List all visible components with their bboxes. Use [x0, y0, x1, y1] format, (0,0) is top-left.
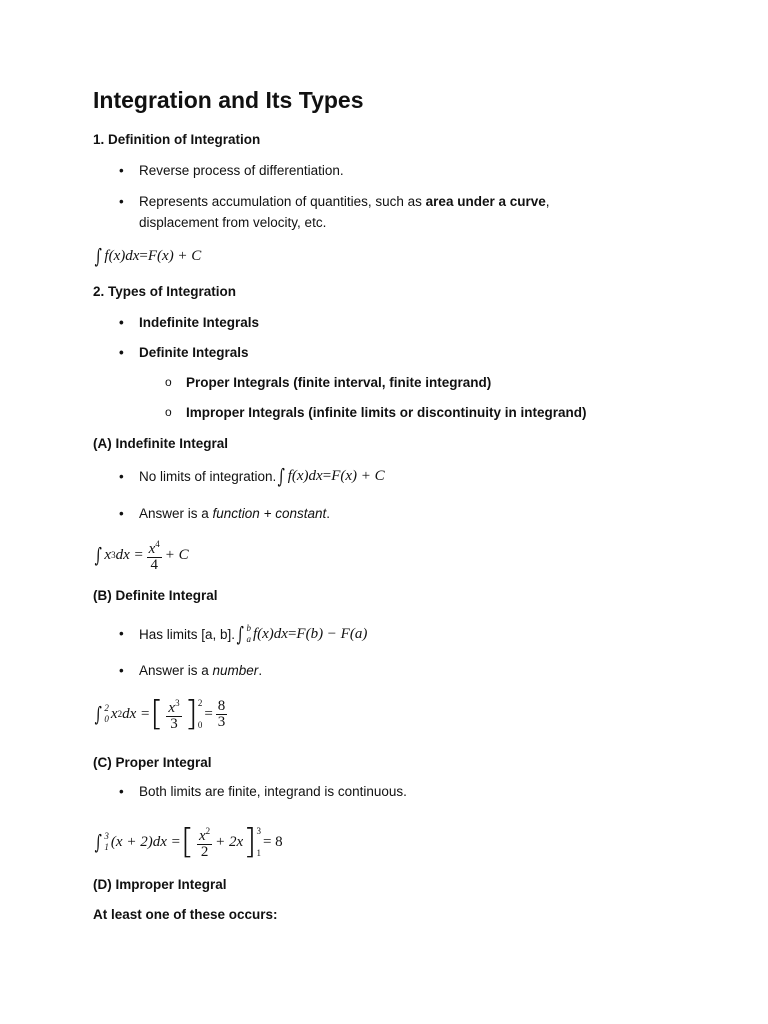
formula: ∫ 2 0 x 2 dx = [ $\frac{x^3}{3}$ ] 2 0 = $\frac{8}{3}$ — [94, 694, 226, 734]
section-heading: 1. Definition of Integration — [93, 132, 261, 147]
formula: ∫ f(x)dx = F(x) + C — [94, 244, 202, 268]
section-heading: (D) Improper Integral — [93, 877, 227, 892]
formula: ∫ 3 1 (x + 2)dx = [ $\frac{x^2}{2}$ + 2x ] 3 1 = 8 — [94, 822, 283, 862]
formula: ∫ x 3 dx = $\frac{x^4}{4}$ + C — [94, 539, 189, 573]
section-heading: (A) Indefinite Integral — [93, 436, 228, 451]
paragraph-bold: At least one of these occurs: — [93, 907, 278, 922]
page-title: Integration and Its Types — [93, 87, 364, 113]
section-heading: 2. Types of Integration — [93, 284, 237, 299]
section-heading: (C) Proper Integral — [93, 755, 212, 770]
section-heading: (B) Definite Integral — [93, 588, 218, 603]
